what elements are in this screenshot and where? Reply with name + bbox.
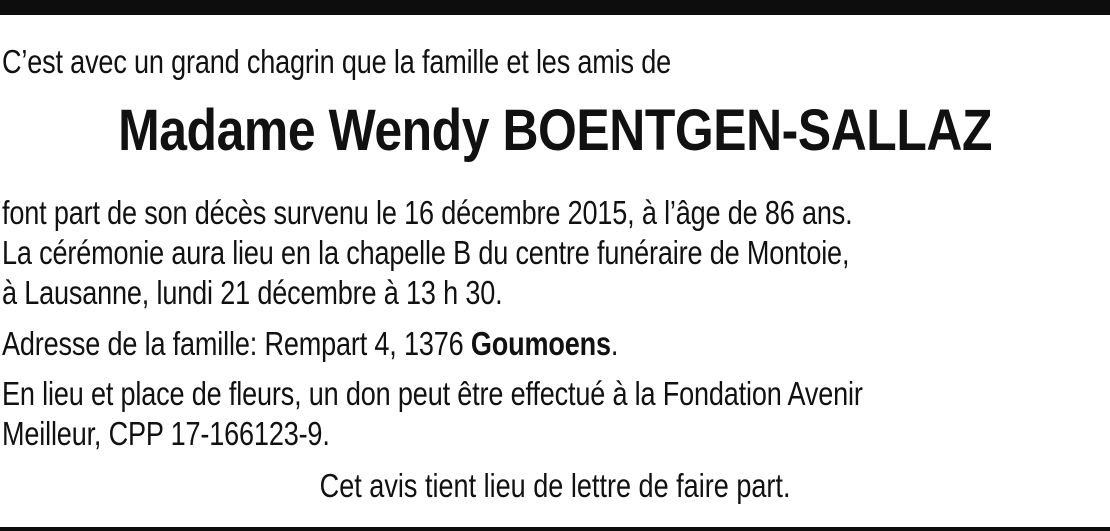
deceased-name bbox=[0, 98, 1110, 164]
deceased-name-text: Madame Wendy BOENTGEN-SALLAZ bbox=[118, 98, 992, 163]
intro-text: C’est avec un grand chagrin que la famille et les amis de bbox=[2, 43, 672, 80]
address-suffix: . bbox=[610, 325, 619, 362]
donation-line-2: Meilleur, CPP 17-166123-9. bbox=[2, 415, 330, 452]
donation-line-1: En lieu et place de fleurs, un don peut être effectué à la Fondation Avenir bbox=[2, 375, 863, 412]
top-rule bbox=[0, 0, 1110, 15]
bottom-rule bbox=[0, 527, 1110, 531]
address-town: Goumoens bbox=[470, 325, 611, 362]
ceremony-line: La cérémonie aura lieu en la chapelle B du centre funéraire de Montoie, bbox=[2, 234, 850, 271]
family-address bbox=[2, 324, 618, 364]
closing-note bbox=[0, 466, 1110, 506]
ceremony-location-line: à Lausanne, lundi 21 décembre à 13 h 30. bbox=[2, 274, 503, 311]
closing-note-text: Cet avis tient lieu de lettre de faire part. bbox=[319, 467, 791, 504]
address-prefix: Adresse de la famille: Rempart 4, 1376 bbox=[2, 325, 471, 362]
announcement-line-1: font part de son décès survenu le 16 décembre 2015, à l’âge de 86 ans. bbox=[2, 194, 853, 231]
